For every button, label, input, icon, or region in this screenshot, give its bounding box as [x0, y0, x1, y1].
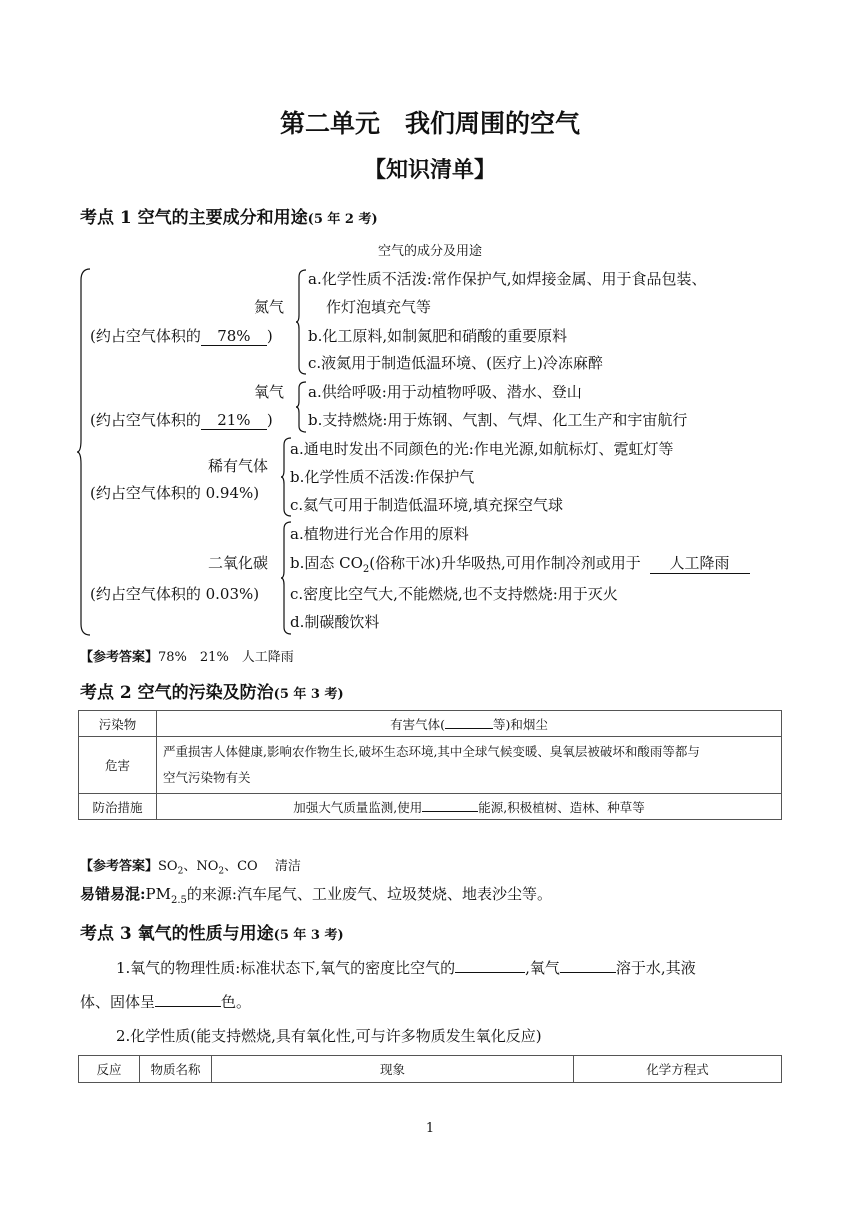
co2-use-b-blank: 人工降雨 [650, 552, 750, 574]
pollution-table [78, 710, 782, 820]
nitrogen-brace [295, 269, 307, 375]
outer-brace [76, 268, 92, 636]
nitrogen-use-a: a.化学性质不活泼:常作保护气,如焊接金属、用于食品包装、 [308, 270, 707, 288]
density-blank [455, 972, 525, 973]
co2-use-b: b.固态 $CO_2$(俗称干冰)升华吸热,可用作制冷剂或用于 人工降雨 [290, 552, 750, 575]
co2-use-d: d.制碳酸饮料 [290, 613, 380, 631]
table-row [79, 737, 782, 794]
prevention-blank [422, 811, 478, 812]
kp3-heading: 考点 3 氧气的性质与用途(5 年 3 考) [80, 924, 344, 944]
prevention-label: 防治措施 [79, 794, 157, 820]
table-row [79, 711, 782, 737]
header-substance: 物质名称 [140, 1056, 212, 1083]
nitrogen-use-b: b.化工原料,如制氮肥和硝酸的重要原料 [308, 327, 568, 345]
harm-content: 严重损害人体健康,影响农作物生长,破坏生态环境,其中全球气候变暖、臭氧层被破坏和酸雨等都与 空气污染物有关 [157, 737, 782, 794]
noble-share: (约占空气体积的 0.94%) [90, 484, 260, 502]
table-row [79, 794, 782, 820]
kp3-physical-line2: 体、固体呈 色。 [80, 993, 252, 1011]
oxygen-use-b: b.支持燃烧:用于炼钢、气割、气焊、化工生产和宇宙航行 [308, 411, 688, 429]
solubility-blank [560, 972, 616, 973]
oxygen-share-blank: 21% [201, 411, 267, 430]
kp2-note: 易错易混$:PM_{2.5}$的来源:汽车尾气、工业废气、垃圾焚烧、地表沙尘等。 [80, 885, 552, 906]
kp2-answer: 【参考答案】$SO_2$、$NO_2$、CO 清洁 [80, 859, 301, 877]
nitrogen-use-a-cont: 作灯泡填充气等 [326, 298, 432, 316]
noble-use-b: b.化学性质不活泼:作保护气 [290, 468, 475, 486]
nitrogen-name: 氮气 [254, 298, 285, 316]
header-equation: 化学方程式 [574, 1056, 782, 1083]
page-number: 1 [425, 1121, 435, 1136]
kp2-heading: 考点 2 空气的污染及防治(5 年 3 考) [80, 683, 344, 703]
table-row [79, 1056, 782, 1083]
oxygen-share: (约占空气体积的 21% ) [90, 411, 273, 429]
noble-use-a: a.通电时发出不同颜色的光:作电光源,如航标灯、霓虹灯等 [290, 440, 674, 458]
color-blank [155, 1006, 221, 1007]
co2-share: (约占空气体积的 0.03%) [90, 585, 260, 603]
pollutant-content: 有害气体( 等)和烟尘 [157, 711, 782, 737]
header-reaction: 反应 [79, 1056, 140, 1083]
oxygen-name: 氧气 [254, 383, 285, 401]
section-subtitle: 【知识清单】 [363, 157, 496, 183]
nitrogen-use-c: c.液氮用于制造低温环境、(医疗上)冷冻麻醉 [308, 354, 603, 372]
nitrogen-share-blank: 78% [201, 327, 267, 346]
co2-use-c: c.密度比空气大,不能燃烧,也不支持燃烧:用于灭火 [290, 585, 618, 603]
header-phenomenon: 现象 [212, 1056, 574, 1083]
noble-name: 稀有气体 [208, 457, 269, 475]
co2-name: 二氧化碳 [208, 554, 269, 572]
oxygen-use-a: a.供给呼吸:用于动植物呼吸、潜水、登山 [308, 383, 582, 401]
page-title: 第二单元 我们周围的空气 [279, 109, 580, 138]
prevention-content: 加强大气质量监测,使用 能源,积极植树、造林、种草等 [157, 794, 782, 820]
oxygen-reaction-table [78, 1055, 782, 1083]
kp3-chemical: 2.化学性质(能支持燃烧,具有氧化性,可与许多物质发生氧化反应) [116, 1027, 542, 1045]
kp1-caption: 空气的成分及用途 [377, 244, 482, 259]
oxygen-brace [295, 381, 307, 433]
harm-label: 危害 [79, 737, 157, 794]
kp1-heading: 考点 1 空气的主要成分和用途(5 年 2 考) [80, 208, 378, 228]
pollutant-blank [445, 728, 493, 729]
kp1-answer: 【参考答案】78% 21% 人工降雨 [80, 650, 294, 665]
pollutant-label: 污染物 [79, 711, 157, 737]
nitrogen-share: (约占空气体积的 78% ) [90, 327, 273, 345]
kp3-physical-line1: 1.氧气的物理性质:标准状态下,氧气的密度比空气的 ,氧气 溶于水,其液 [116, 959, 696, 977]
co2-use-a: a.植物进行光合作用的原料 [290, 525, 469, 543]
noble-use-c: c.氦气可用于制造低温环境,填充探空气球 [290, 496, 563, 514]
